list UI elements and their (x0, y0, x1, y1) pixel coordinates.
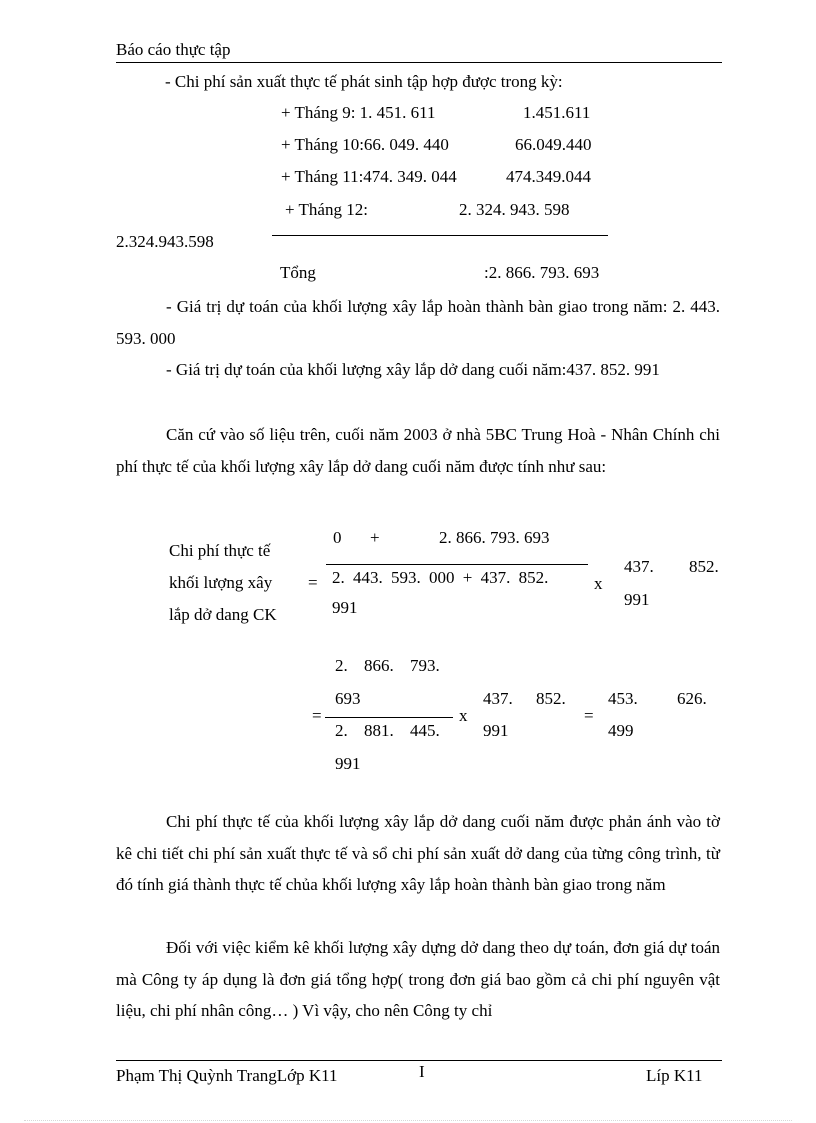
footer-page-number: I (419, 1062, 425, 1081)
formula2-result: 626. (677, 689, 707, 708)
formula-label-line: lắp dở dang CK (169, 605, 277, 624)
formula-numerator-a: 0 (333, 528, 342, 547)
formula2-numerator: 2. 866. 793. (335, 656, 440, 675)
footer-rule (116, 1060, 722, 1061)
estimate-wip-paragraph: - Giá trị dự toán của khối lượng xây lắp dở dang cuối năm:437. 852. 991 (166, 360, 660, 379)
estimate-completed-paragraph: - Giá trị dự toán của khối lượng xây lắp hoàn thành bàn giao trong năm: 2. 443. 593. 000 (116, 297, 720, 348)
formula2-numerator-cont: 693 (335, 689, 361, 708)
fraction-bar-2 (325, 717, 453, 718)
formula-multiplier: 852. (689, 557, 719, 576)
cost-row-value: 474.349.044 (506, 167, 591, 186)
header-title: Báo cáo thực tập (116, 40, 231, 59)
cost-row-label: + Tháng 12: (285, 200, 368, 219)
formula2-result-cont: 499 (608, 721, 634, 740)
formula2-result: 453. (608, 689, 638, 708)
inventory-paragraph: Đối với việc kiểm kê khối lượng xây dựng dở dang theo dự toán, đơn giá dự toán mà Công ty áp dụng là đơn giá tổng hợp( trong đơn giá bao gồm cả chi phí nguyên vật liệu, chi phí nhân công… ) Vì vậy, cho nên Công ty chỉ (116, 938, 720, 1020)
total-label: Tổng (280, 263, 316, 282)
formula-label-line: khối lượng xây (169, 573, 273, 592)
result-paragraph: Chi phí thực tế của khối lượng xây lắp dở dang cuối năm được phản ánh vào tờ kê chi tiết chi phí sản xuất thực tế và sổ chi phí sản xuất dở dang của từng công trình, từ đó tính giá thành thực tế chủa khối lượng xây lắp hoàn thành bàn giao trong năm (116, 812, 720, 894)
formula-equals: = (308, 573, 318, 592)
formula-numerator-b: 2. 866. 793. 693 (439, 528, 550, 547)
cost-row-value: 66.049.440 (515, 135, 592, 154)
formula2-times: x (459, 706, 468, 725)
cost-row-label: + Tháng 11:474. 349. 044 (281, 167, 457, 186)
formula-times: x (594, 574, 603, 593)
formula-denominator: 2. 443. 593. 000 + 437. 852. (332, 568, 549, 587)
formula-denominator-cont: 991 (332, 598, 358, 617)
cost-row-label: + Tháng 10:66. 049. 440 (281, 135, 449, 154)
formula-label-line: Chi phí thực tế (169, 541, 271, 560)
header-rule (116, 62, 722, 63)
costs-intro: - Chi phí sản xuất thực tế phát sinh tập hợp được trong kỳ: (165, 72, 563, 91)
basis-paragraph: Căn cứ vào số liệu trên, cuối năm 2003 ở nhà 5BC Trung Hoà - Nhân Chính chi phí thực tế của khối lượng xây lắp dở dang cuối năm được tính như sau: (116, 425, 720, 476)
formula2-denominator: 2. 881. 445. (335, 721, 440, 740)
cost-row-value: 2. 324. 943. 598 (459, 200, 570, 219)
sum-rule (272, 235, 608, 236)
footer-class: Líp K11 (646, 1066, 703, 1085)
formula2-multiplier-cont: 991 (483, 721, 509, 740)
formula2-equals-result: = (584, 706, 594, 725)
formula2-equals: = (312, 706, 322, 725)
formula2-multiplier: 852. (536, 689, 566, 708)
cost-row-value: 1.451.611 (523, 103, 591, 122)
formula2-multiplier: 437. (483, 689, 513, 708)
total-value: :2. 866. 793. 693 (484, 263, 600, 282)
cost-row-label: + Tháng 9: 1. 451. 611 (281, 103, 436, 122)
formula2-denominator-cont: 991 (335, 754, 361, 773)
page-edge-dotted-line (24, 1120, 792, 1121)
fraction-bar (326, 564, 588, 565)
formula-multiplier: 437. (624, 557, 654, 576)
formula-multiplier-cont: 991 (624, 590, 650, 609)
formula-plus: + (370, 528, 380, 547)
footer-author: Phạm Thị Quỳnh TrangLớp K11 (116, 1066, 338, 1085)
cost-carry-value: 2.324.943.598 (116, 232, 214, 251)
